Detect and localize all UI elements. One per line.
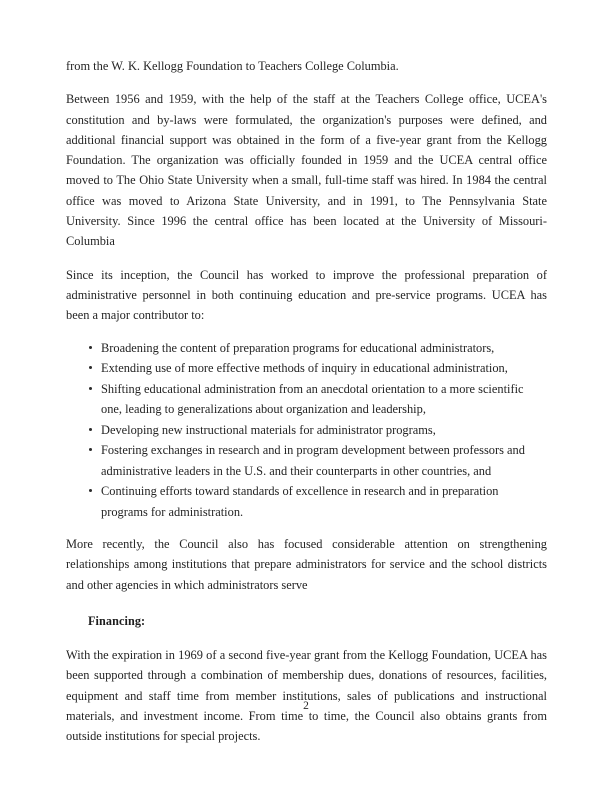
- list-item: [66, 420, 547, 441]
- list-item-label: Continuing efforts toward standards of excellence in research and in preparation programs for administration.: [101, 484, 499, 519]
- list-spacer: [66, 522, 547, 534]
- page-number: 2: [303, 700, 309, 712]
- list-spacer: [66, 326, 547, 338]
- paragraph-recent: More recently, the Council also has focused considerable attention on strengthening relationships among institutions that prepare administrators for service and the school districts and other agencies in which administrators serve: [66, 537, 547, 592]
- paragraph-inception: Since its inception, the Council has worked to improve the professional preparation of administrative personnel in both continuing education and pre-service programs. UCEA has been a major contributor to:: [66, 267, 547, 323]
- heading-spacer: [66, 595, 547, 611]
- paragraph-spacer: [66, 76, 547, 89]
- heading-spacer: [66, 631, 547, 645]
- contributions-list: [66, 338, 547, 523]
- bullet-icon: [89, 366, 92, 369]
- list-item: [66, 481, 547, 522]
- section-heading-financing: Financing:: [88, 613, 146, 628]
- list-item: [66, 338, 547, 359]
- list-item: [66, 440, 547, 481]
- bullet-icon: [89, 448, 92, 451]
- paragraph-financing: With the expiration in 1969 of a second five-year grant from the Kellogg Foundation, UCEA has been supported through a combination of membership dues, donations of resources, facilities, equipment and staff time from member institutions, sales of publications and instructional materials, and investment income. From time to time, the Council also obtains grants from outside institutions for special projects.: [66, 647, 547, 744]
- list-item-label: Shifting educational administration from an anecdotal orientation to a more scientific one, leading to generalizations about organization and leadership,: [101, 381, 524, 417]
- bullet-icon: [89, 489, 92, 492]
- bullet-icon: [89, 387, 92, 390]
- document-body: [66, 56, 547, 746]
- list-item-label: Extending use of more effective methods of inquiry in educational administration,: [101, 361, 508, 376]
- bullet-icon: [89, 346, 92, 349]
- list-item-label: Broadening the content of preparation programs for educational administrators,: [101, 340, 495, 355]
- bullet-icon: [89, 428, 92, 431]
- paragraph-spacer: [66, 252, 547, 265]
- list-item-label: Fostering exchanges in research and in program development between professors and administrative leaders in the U.S. and their counterparts in other countries, and: [101, 443, 525, 478]
- list-item: [66, 379, 547, 420]
- paragraph-continuation: from the W. K. Kellogg Foundation to Teachers College Columbia.: [66, 59, 399, 73]
- paragraph-history: Between 1956 and 1959, with the help of the staff at the Teachers College office, UCEA's constitution and by-laws were formulated, the organization's purposes were defined, and additional financial support was obtained in the form of a five-year grant from the Kellogg Foundation. The organization was officially founded in 1959 and the UCEA central office moved to The Ohio State University when a small, full-time staff was hired. In 1984 the central office was moved to Arizona State University, and in 1991, to The Pennsylvania State University. Since 1996 the central office has been located at the University of Missouri-Columbia: [66, 92, 547, 249]
- list-item: [66, 358, 547, 379]
- list-item-label: Developing new instructional materials for administrator programs,: [101, 422, 436, 437]
